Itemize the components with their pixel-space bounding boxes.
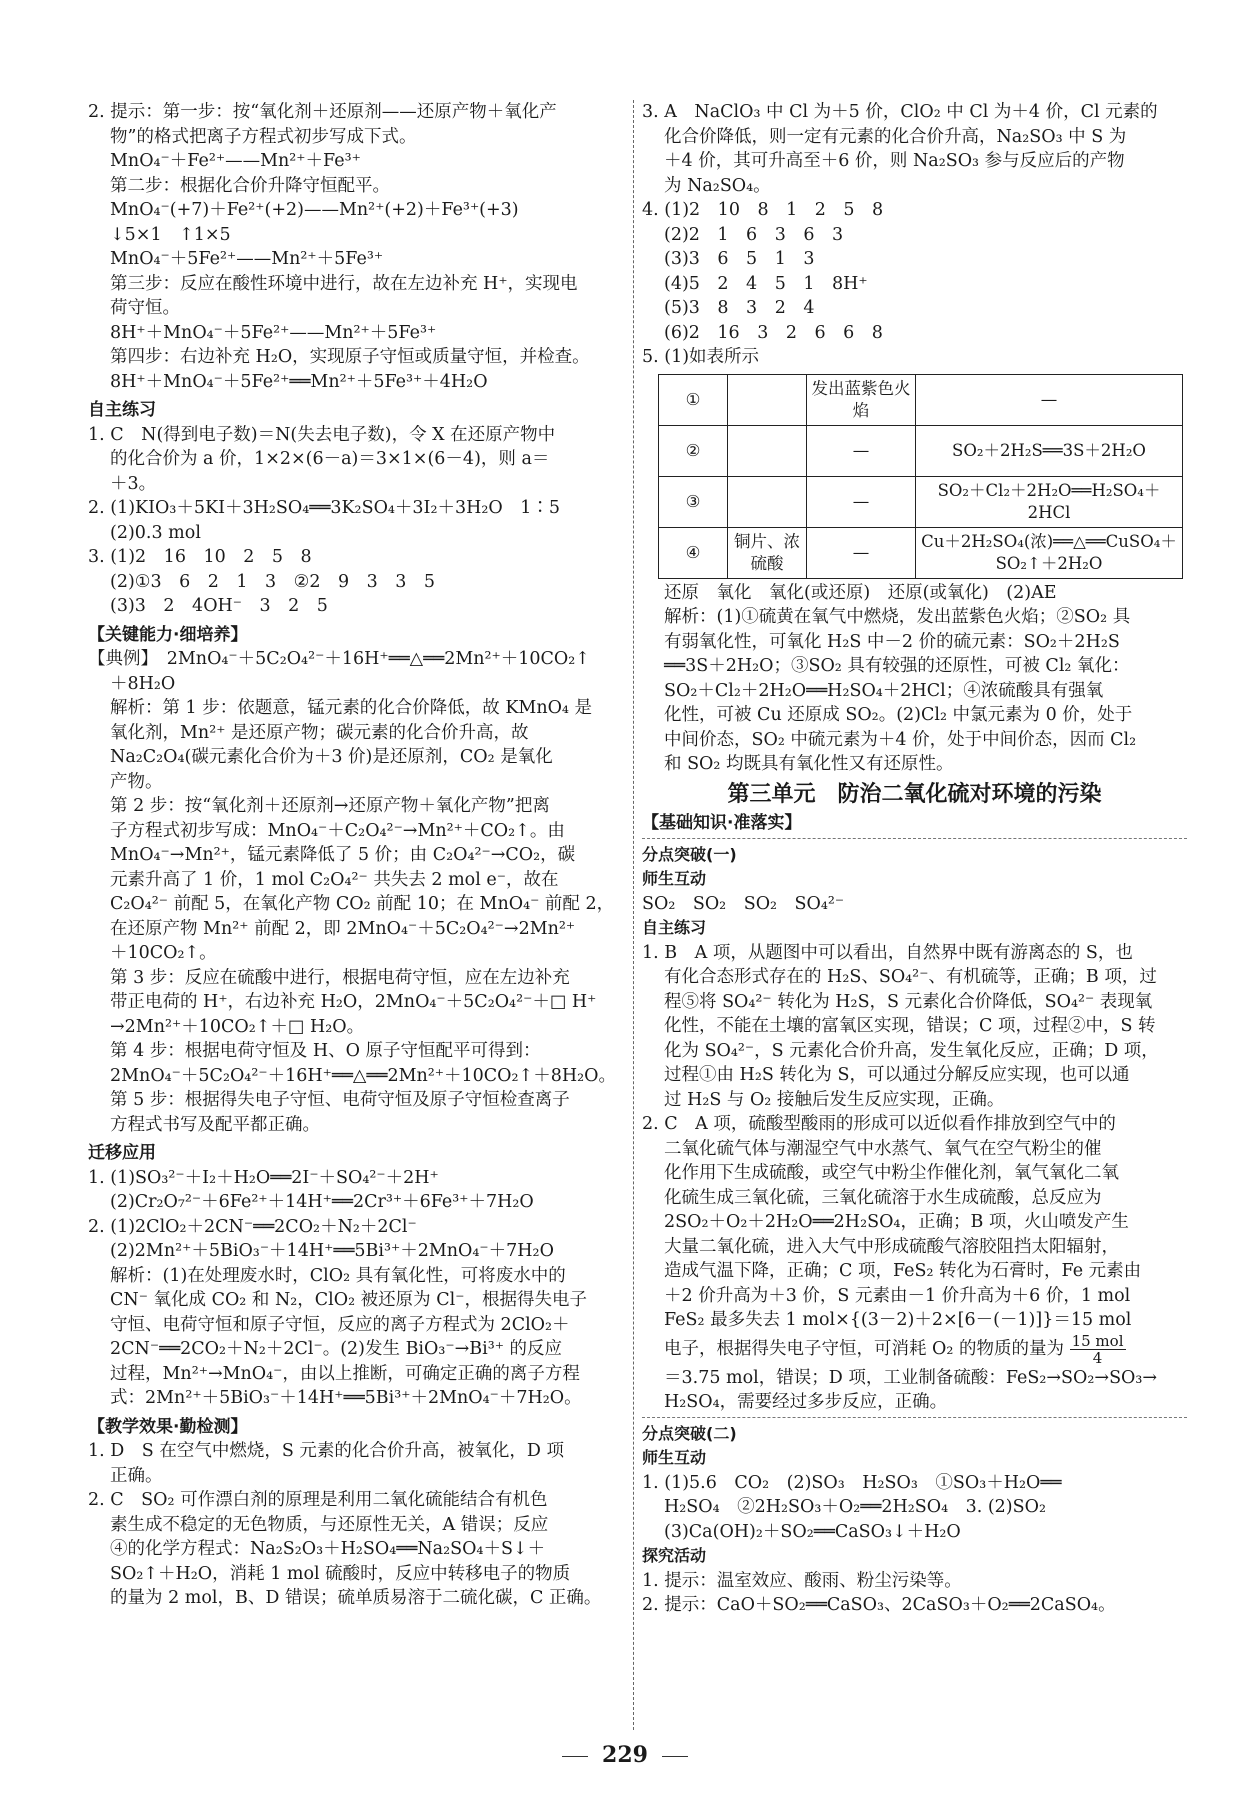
self-practice-heading-right: 自主练习 xyxy=(642,918,707,937)
q3-block xyxy=(642,100,1187,198)
hint-line: ↓5×1 ↑1×5 xyxy=(110,224,231,245)
table-cell-c3: — xyxy=(916,374,1183,425)
transfer-line: 2. (1)2ClO₂＋2CN⁻══2CO₂＋N₂＋2Cl⁻ xyxy=(88,1216,417,1237)
explore-line: 1. 提示：温室效应、酸雨、粉尘污染等。 xyxy=(642,1570,962,1591)
transfer-line: CN⁻ 氧化成 CO₂ 和 N₂，ClO₂ 被还原为 Cl⁻，根据得失电子 xyxy=(110,1290,587,1310)
footer-dash-left xyxy=(562,1756,588,1757)
q4-line: (3)3 6 5 1 3 xyxy=(664,249,815,269)
effect-line: 1. D S 在空气中燃烧，S 元素的化合价升高，被氧化，D 项 xyxy=(88,1441,564,1461)
q5-analysis-line: 化性，可被 Cu 还原成 SO₂。(2)Cl₂ 中氯元素为 0 价，处于 xyxy=(664,705,1133,725)
q5-analysis-line: 还原 氧化 氧化(或还原) 还原(或氧化) (2)AE xyxy=(664,582,1057,603)
self-practice-line: 2. (1)KIO₃＋5KI＋3H₂SO₄══3K₂SO₄＋3I₂＋3H₂O 1∶5 xyxy=(88,498,561,518)
self-practice-right-line: FeS₂ 最多失去 1 mol×{(3－2)＋2×[6－(－1)]}＝15 mol xyxy=(664,1310,1132,1330)
dotted-divider xyxy=(642,838,1187,839)
teacher-student-answer: SO₂ SO₂ SO₂ SO₄²⁻ xyxy=(642,893,845,914)
column-divider xyxy=(633,100,634,1730)
effect-line: 正确。 xyxy=(110,1465,163,1486)
effect-block xyxy=(88,1439,628,1611)
self-practice-right-2-line: H₂SO₄，需要经过多步反应，正确。 xyxy=(664,1392,948,1412)
example-line: 子方程式初步写成：MnO₄⁻＋C₂O₄²⁻→Mn²⁺＋CO₂↑。由 xyxy=(110,820,565,841)
q5-analysis-line: 有弱氧化性，可氧化 H₂S 中－2 价的硫元素：SO₂＋2H₂S xyxy=(664,631,1120,652)
self-practice-line: (3)3 2 4OH⁻ 3 2 5 xyxy=(110,596,328,616)
teacher-student-2-line: H₂SO₄ ②2H₂SO₃＋O₂══2H₂SO₄ 3. (2)SO₂ xyxy=(664,1497,1046,1517)
page-number: 229 xyxy=(602,1742,648,1768)
q3-line: 3. A NaClO₃ 中 Cl 为＋5 价，ClO₂ 中 Cl 为＋4 价，Cl 元素的 xyxy=(642,102,1158,122)
self-practice-right-block xyxy=(642,941,1187,1333)
self-practice-right-line: 1. B A 项，从题图中可以看出，自然界中既有游离态的 S，也 xyxy=(642,942,1133,963)
example-line: Na₂C₂O₄(碳元素化合价为＋3 价)是还原剂，CO₂ 是氧化 xyxy=(110,747,553,767)
example-line: MnO₄⁻→Mn²⁺，锰元素降低了 5 价；由 C₂O₄²⁻→CO₂，碳 xyxy=(110,845,576,865)
self-practice-right-2-line: ＝3.75 mol，错误；D 项，工业制备硫酸：FeS₂→SO₂→SO₃→ xyxy=(664,1367,1158,1388)
effect-heading: 【教学效果·勤检测】 xyxy=(88,1416,248,1437)
self-practice-right-line: ＋2 价升高为＋3 价，S 元素由－1 价升高为＋6 价，1 mol xyxy=(664,1285,1131,1306)
table-cell-c3: SO₂＋2H₂S══3S＋2H₂O xyxy=(916,425,1183,476)
self-practice-right-line: 程⑤将 SO₄²⁻ 转化为 H₂S，S 元素化合价降低，SO₄²⁻ 表现氧 xyxy=(664,991,1153,1012)
transfer-line: 式：2Mn²⁺＋5BiO₃⁻＋14H⁺══5Bi³⁺＋2MnO₄⁻＋7H₂O。 xyxy=(110,1388,582,1408)
hint-line: MnO₄⁻＋Fe²⁺——Mn²⁺＋Fe³⁺ xyxy=(110,151,361,171)
hint-line: 第二步：根据化合价升降守恒配平。 xyxy=(110,175,390,196)
hint-line: 荷守恒。 xyxy=(110,298,180,318)
dotted-divider-2 xyxy=(642,1417,1187,1418)
transfer-line: 2CN⁻══2CO₂＋N₂＋2Cl⁻。(2)发生 BiO₃⁻→Bi³⁺ 的反应 xyxy=(110,1339,563,1359)
self-practice-right-line: 化为 SO₄²⁻，S 元素化合价升高，发生氧化反应，正确；D 项， xyxy=(664,1040,1159,1061)
q4-line: (2)2 1 6 3 6 3 xyxy=(664,224,844,245)
example-line: 第 4 步：根据电荷守恒及 H、O 原子守恒配平可得到： xyxy=(110,1041,541,1061)
hint-line: 2. 提示：第一步：按“氧化剂＋还原剂——还原产物＋氧化产 xyxy=(88,102,557,122)
explore-heading: 探究活动 xyxy=(642,1546,707,1565)
teacher-student-heading: 师生互动 xyxy=(642,869,707,888)
self-practice-right-line: 造成气温下降，正确；C 项，FeS₂ 转化为石膏时，Fe 元素由 xyxy=(664,1261,1142,1281)
q5-analysis-line: 中间价态，SO₂ 中硫元素为＋4 价，处于中间价态，因而 Cl₂ xyxy=(664,729,1137,750)
effect-line: ④的化学方程式：Na₂S₂O₃＋H₂SO₄══Na₂SO₄＋S↓＋ xyxy=(110,1539,546,1559)
example-line: 【典例】 2MnO₄⁻＋5C₂O₄²⁻＋16H⁺══△══2Mn²⁺＋10CO₂↑ xyxy=(88,649,590,669)
table-row xyxy=(659,476,1183,527)
example-line: 第 3 步：反应在硫酸中进行，根据电荷守恒，应在左边补充 xyxy=(110,967,570,988)
table-cell-no: ① xyxy=(659,374,728,425)
fraction-numerator: 15 mol xyxy=(1071,1332,1124,1350)
example-line: 解析：第 1 步：依题意，锰元素的化合价降低，故 KMnO₄ 是 xyxy=(110,698,593,718)
q4-line: (5)3 8 3 2 4 xyxy=(664,298,815,318)
fraction-prefix: 电子，根据得失电子守恒，可消耗 O₂ 的物质的量为 xyxy=(664,1338,1064,1359)
example-line: C₂O₄²⁻ 前配 5，在氧化产物 CO₂ 前配 10；在 MnO₄⁻ 前配 2， xyxy=(110,894,615,914)
q3-line: 为 Na₂SO₄。 xyxy=(664,175,771,196)
self-practice-right-line: 2SO₂＋O₂＋2H₂O══2H₂SO₄，正确；B 项，火山喷发产生 xyxy=(664,1212,1129,1232)
transfer-line: (2)Cr₂O₇²⁻＋6Fe²⁺＋14H⁺══2Cr³⁺＋6Fe³⁺＋7H₂O xyxy=(110,1192,534,1212)
q4-block xyxy=(642,198,1187,345)
table-cell-c1 xyxy=(728,425,807,476)
self-practice-line: 3. (1)2 16 10 2 5 8 xyxy=(88,547,312,567)
explore-line: 2. 提示：CaO＋SO₂══CaSO₃、2CaSO₃＋O₂══2CaSO₄。 xyxy=(642,1595,1116,1615)
table-cell-no: ② xyxy=(659,425,728,476)
table-cell-c1 xyxy=(728,374,807,425)
table-cell-c3: SO₂＋Cl₂＋2H₂O══H₂SO₄＋2HCl xyxy=(916,476,1183,527)
hint-line: 第三步：反应在酸性环境中进行，故在左边补充 H⁺，实现电 xyxy=(110,273,578,294)
unit-title: 第三单元 防治二氧化硫对环境的污染 xyxy=(727,781,1102,807)
fraction xyxy=(1070,1333,1126,1366)
q4-line: 4. (1)2 10 8 1 2 5 8 xyxy=(642,200,884,220)
teacher-student-heading-2: 师生互动 xyxy=(642,1448,707,1467)
self-practice-right-line: 化性，不能在土壤的富氧区实现，错误；C 项，过程②中，S 转 xyxy=(664,1016,1156,1036)
fraction-line xyxy=(642,1333,1187,1366)
self-practice-right-line: 过程①由 H₂S 转化为 S，可以通过分解反应实现，也可以通 xyxy=(664,1065,1130,1085)
hint-line: MnO₄⁻(+7)＋Fe²⁺(+2)——Mn²⁺(+2)＋Fe³⁺(+3) xyxy=(110,200,519,220)
table-cell-no: ③ xyxy=(659,476,728,527)
teacher-student-2-line: (3)Ca(OH)₂＋SO₂══CaSO₃↓＋H₂O xyxy=(664,1521,961,1542)
hint-block xyxy=(88,100,628,394)
self-practice-right-line: 过 H₂S 与 O₂ 接触后发生反应实现，正确。 xyxy=(664,1089,1005,1110)
hint-line: 8H⁺＋MnO₄⁻＋5Fe²⁺——Mn²⁺＋5Fe³⁺ xyxy=(110,322,437,343)
fraction-denominator: 4 xyxy=(1092,1348,1103,1366)
example-line: →2Mn²⁺＋10CO₂↑＋□ H₂O。 xyxy=(110,1016,365,1037)
transfer-line: 1. (1)SO₃²⁻＋I₂＋H₂O══2I⁻＋SO₄²⁻＋2H⁺ xyxy=(88,1167,439,1188)
table-cell-c2: — xyxy=(807,425,916,476)
self-practice-line: (2)①3 6 2 1 3 ②2 9 3 3 5 xyxy=(110,571,436,592)
example-line: 带正电荷的 H⁺，右边补充 H₂O，2MnO₄⁻＋5C₂O₄²⁻＋□ H⁺ xyxy=(110,992,597,1012)
table-row xyxy=(659,425,1183,476)
transfer-line: 过程，Mn²⁺→MnO₄⁻，由以上推断，可确定正确的离子方程 xyxy=(110,1363,580,1384)
effect-line: 2. C SO₂ 可作漂白剂的原理是利用二氧化硫能结合有机色 xyxy=(88,1490,548,1510)
q3-line: 化合价降低，则一定有元素的化合价升高，Na₂SO₃ 中 S 为 xyxy=(664,126,1127,147)
hint-line: 8H⁺＋MnO₄⁻＋5Fe²⁺══Mn²⁺＋5Fe³⁺＋4H₂O xyxy=(110,371,488,392)
key-ability-heading: 【关键能力·细培养】 xyxy=(88,624,248,645)
q5-title: 5. (1)如表所示 xyxy=(642,347,760,367)
self-practice-right-line: 化硫生成三氧化硫，三氧化硫溶于水生成硫酸，总反应为 xyxy=(664,1187,1102,1208)
table-cell-c3: Cu＋2H₂SO₄(浓)══△══CuSO₄＋SO₂↑＋2H₂O xyxy=(916,527,1183,578)
effect-line: 素生成不稳定的无色物质，与还原性无关，A 错误；反应 xyxy=(110,1514,549,1535)
self-practice-block xyxy=(88,423,628,619)
basic-knowledge-heading: 【基础知识·准落实】 xyxy=(642,813,802,833)
table-cell-c1 xyxy=(728,476,807,527)
table-row xyxy=(659,374,1183,425)
transfer-block xyxy=(88,1166,628,1411)
self-practice-heading: 自主练习 xyxy=(88,400,156,420)
left-column xyxy=(88,100,628,1611)
self-practice-right-line: 大量二氧化硫，进入大气中形成硫酸气溶胶阻挡太阳辐射， xyxy=(664,1236,1119,1257)
transfer-heading: 迁移应用 xyxy=(88,1143,156,1163)
q5-table xyxy=(658,374,1183,579)
teacher-student-2-line: 1. (1)5.6 CO₂ (2)SO₃ H₂SO₃ ①SO₃＋H₂O══ xyxy=(642,1472,1062,1493)
table-row xyxy=(659,527,1183,578)
part1-heading: 分点突破(一) xyxy=(642,844,737,864)
q5-analysis-line: ══3S＋2H₂O；③SO₂ 具有较强的还原性，可被 Cl₂ 氧化： xyxy=(664,656,1130,676)
teacher-student-block-2 xyxy=(642,1471,1187,1545)
example-line: 第 5 步：根据得失电子守恒、电荷守恒及原子守恒检查离子 xyxy=(110,1090,570,1110)
example-line: ＋8H₂O xyxy=(110,673,176,694)
q3-line: ＋4 价，其可升高至＋6 价，则 Na₂SO₃ 参与反应后的产物 xyxy=(664,151,1125,171)
transfer-line: 守恒、电荷守恒和原子守恒，反应的离子方程式为 2ClO₂＋ xyxy=(110,1314,570,1335)
example-line: 产物。 xyxy=(110,771,163,792)
self-practice-line: 1. C N(得到电子数)＝N(失去电子数)，令 X 在还原产物中 xyxy=(88,424,556,445)
self-practice-line: ＋3。 xyxy=(110,473,157,494)
q5-analysis-line: SO₂＋Cl₂＋2H₂O══H₂SO₄＋2HCl；④浓硫酸具有强氧 xyxy=(664,680,1104,701)
self-practice-line: 的化合价为 a 价，1×2×(6－a)＝3×1×(6－4)，则 a＝ xyxy=(110,449,550,469)
self-practice-right-line: 2. C A 项，硫酸型酸雨的形成可以近似看作排放到空气中的 xyxy=(642,1114,1116,1134)
transfer-line: 解析：(1)在处理废水时，ClO₂ 具有氧化性，可将废水中的 xyxy=(110,1265,566,1286)
effect-line: 的量为 2 mol，B、D 错误；硫单质易溶于二硫化碳，C 正确。 xyxy=(110,1588,602,1608)
footer-dash-right xyxy=(662,1756,688,1757)
table-cell-c2: — xyxy=(807,476,916,527)
example-line: 2MnO₄⁻＋5C₂O₄²⁻＋16H⁺══△══2Mn²⁺＋10CO₂↑＋8H₂O。 xyxy=(110,1065,616,1086)
hint-line: MnO₄⁻＋5Fe²⁺——Mn²⁺＋5Fe³⁺ xyxy=(110,249,384,269)
hint-line: 物”的格式把离子方程式初步写成下式。 xyxy=(110,126,417,147)
hint-line: 第四步：右边补充 H₂O，实现原子守恒或质量守恒，并检查。 xyxy=(110,347,590,367)
page-number-footer xyxy=(0,1742,1250,1768)
self-practice-line: (2)0.3 mol xyxy=(110,522,201,543)
table-cell-no: ④ xyxy=(659,527,728,578)
self-practice-right-block-2 xyxy=(642,1366,1187,1415)
self-practice-right-line: 二氧化硫气体与潮湿空气中水蒸气、氧气在空气粉尘的催 xyxy=(664,1138,1102,1159)
transfer-line: (2)2Mn²⁺＋5BiO₃⁻＋14H⁺══5Bi³⁺＋2MnO₄⁻＋7H₂O xyxy=(110,1241,554,1261)
table-cell-c2: — xyxy=(807,527,916,578)
self-practice-right-line: 有化合态形式存在的 H₂S、SO₄²⁻、有机硫等，正确；B 项，过 xyxy=(664,967,1157,987)
explore-block xyxy=(642,1569,1187,1618)
right-column xyxy=(642,100,1187,1618)
q5-analysis-line: 解析：(1)①硫黄在氧气中燃烧，发出蓝紫色火焰；②SO₂ 具 xyxy=(664,607,1131,627)
example-line: 第 2 步：按“氧化剂＋还原剂→还原产物＋氧化产物”把离 xyxy=(110,796,550,816)
table-cell-c1: 铜片、浓硫酸 xyxy=(728,527,807,578)
example-line: ＋10CO₂↑。 xyxy=(110,943,217,963)
example-line: 方程式书写及配平都正确。 xyxy=(110,1114,320,1135)
table-cell-c2: 发出蓝紫色火焰 xyxy=(807,374,916,425)
example-line: 氧化剂，Mn²⁺ 是还原产物；碳元素的化合价升高，故 xyxy=(110,722,529,743)
q5-analysis-line: 和 SO₂ 均既具有氧化性又有还原性。 xyxy=(664,754,954,774)
q5-analysis xyxy=(642,581,1187,777)
example-line: 在还原产物 Mn²⁺ 前配 2，即 2MnO₄⁻＋5C₂O₄²⁻→2Mn²⁺ xyxy=(110,918,576,939)
example-block xyxy=(88,647,628,1137)
example-line: 元素升高了 1 价，1 mol C₂O₄²⁻ 共失去 2 mol e⁻，故在 xyxy=(110,869,559,890)
part2-heading: 分点突破(二) xyxy=(642,1423,737,1443)
q4-line: (6)2 16 3 2 6 6 8 xyxy=(664,322,883,343)
effect-line: SO₂↑＋H₂O，消耗 1 mol 硫酸时，反应中转移电子的物质 xyxy=(110,1563,571,1584)
q4-line: (4)5 2 4 5 1 8H⁺ xyxy=(664,273,868,294)
self-practice-right-line: 化作用下生成硫酸，或空气中粉尘作催化剂，氧气氧化二氧 xyxy=(664,1163,1119,1183)
